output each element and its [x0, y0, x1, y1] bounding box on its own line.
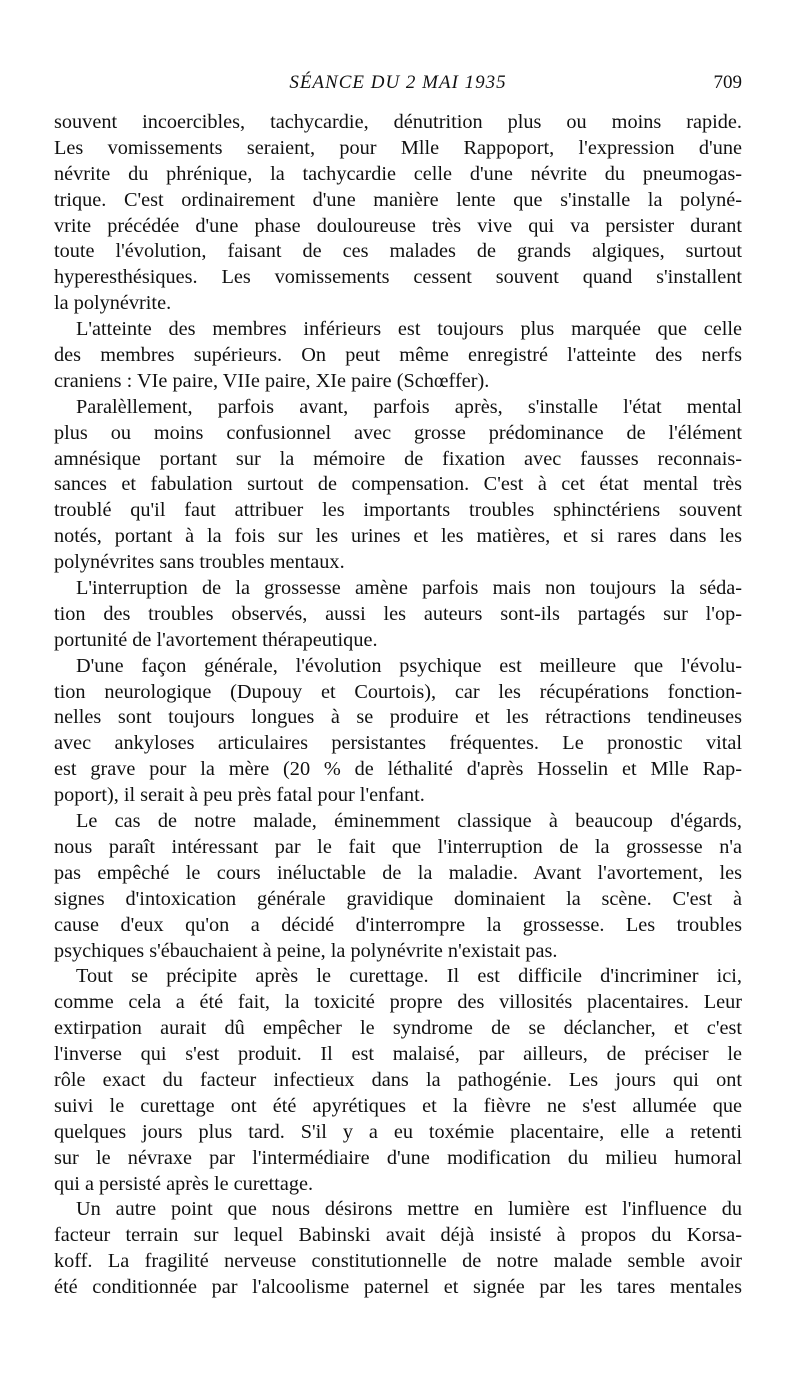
text-line: qui a persisté après le curettage.: [54, 1172, 314, 1195]
text-line: Paralèllement, parfois avant, parfois après, s'installe l'état mental: [76, 395, 742, 418]
text-line: sur le névraxe par l'intermédiaire d'une modification du milieu humoral: [54, 1146, 742, 1169]
text-line: nelles sont toujours longues à se produire et les rétractions tendineuses: [54, 706, 742, 729]
text-line: plus ou moins confusionnel avec grosse prédominance de l'élément: [54, 421, 742, 444]
text-line: vrite précédée d'une phase douloureuse très vive qui va persister durant: [54, 214, 742, 237]
text-line: suivi le curettage ont été apyrétiques et la fièvre ne s'est allumée que: [54, 1094, 742, 1117]
text-line: trique. C'est ordinairement d'une manière lente que s'installe la polyné-: [54, 188, 742, 211]
text-line: quelques jours plus tard. S'il y a eu toxémie placentaire, elle a retenti: [54, 1120, 742, 1143]
text-line: sances et fabulation surtout de compensation. C'est à cet état mental très: [54, 473, 742, 496]
page-header: [54, 72, 742, 102]
body-text: [54, 110, 742, 1301]
text-line: est grave pour la mère (20 % de léthalité d'après Hosselin et Mlle Rap-: [54, 758, 742, 781]
text-line: Le cas de notre malade, éminemment classique à beaucoup d'égards,: [76, 810, 742, 833]
text-line: Un autre point que nous désirons mettre en lumière est l'influence du: [76, 1198, 742, 1221]
text-line: été conditionnée par l'alcoolisme paternel et signée par les tares mentales: [54, 1276, 742, 1299]
text-line: L'interruption de la grossesse amène parfois mais non toujours la séda-: [76, 577, 742, 600]
text-line: souvent incoercibles, tachycardie, dénutrition plus ou moins rapide.: [54, 111, 742, 133]
text-line: toute l'évolution, faisant de ces malades de grands algiques, surtout: [54, 240, 742, 263]
text-line: amnésique portant sur la mémoire de fixation avec fausses reconnais-: [54, 447, 742, 470]
text-line: avec ankyloses articulaires persistantes fréquentes. Le pronostic vital: [54, 732, 742, 755]
text-line: comme cela a été fait, la toxicité propre des villosités placentaires. Leur: [54, 991, 742, 1014]
text-line: l'inverse qui s'est produit. Il est malaisé, par ailleurs, de préciser le: [54, 1043, 742, 1066]
text-line: tion des troubles observés, aussi les auteurs sont-ils partagés sur l'op-: [54, 602, 742, 625]
text-line: troublé qu'il faut attribuer les importants troubles sphinctériens souvent: [54, 499, 742, 522]
text-line: craniens : VIe paire, VIIe paire, XIe paire (Schœffer).: [54, 369, 490, 392]
text-line: des membres supérieurs. On peut même enregistré l'atteinte des nerfs: [54, 344, 742, 367]
page-number: 709: [713, 72, 742, 93]
text-line: notés, portant à la fois sur les urines et les matières, et si rares dans les: [54, 525, 742, 548]
text-line: hyperesthésiques. Les vomissements cessent souvent quand s'installent: [54, 266, 742, 289]
text-line: signes d'intoxication générale gravidique dominaient la scène. C'est à: [54, 887, 742, 910]
text-line: D'une façon générale, l'évolution psychique est meilleure que l'évolu-: [76, 654, 742, 677]
text-line: facteur terrain sur lequel Babinski avait déjà insisté à propos du Korsa-: [54, 1224, 742, 1247]
text-line: névrite du phrénique, la tachycardie celle d'une névrite du pneumogas-: [54, 162, 742, 185]
text-line: koff. La fragilité nerveuse constitutionnelle de notre malade semble avoir: [54, 1250, 742, 1273]
running-title: SÉANCE DU 2 MAI 1935: [289, 72, 507, 93]
text-line: extirpation aurait dû empêcher le syndrome de se déclancher, et c'est: [54, 1017, 742, 1040]
text-line: Tout se précipite après le curettage. Il est difficile d'incriminer ici,: [76, 965, 742, 988]
text-line: L'atteinte des membres inférieurs est toujours plus marquée que celle: [76, 318, 742, 341]
text-line: la polynévrite.: [54, 292, 172, 315]
text-line: tion neurologique (Dupouy et Courtois), car les récupérations fonction-: [54, 680, 742, 703]
text-line: polynévrites sans troubles mentaux.: [54, 551, 345, 574]
text-line: Les vomissements seraient, pour Mlle Rappoport, l'expression d'une: [54, 136, 742, 159]
text-line: poport), il serait à peu près fatal pour l'enfant.: [54, 784, 425, 807]
text-line: rôle exact du facteur infectieux dans la pathogénie. Les jours qui ont: [54, 1068, 742, 1091]
text-line: portunité de l'avortement thérapeutique.: [54, 628, 378, 651]
text-line: cause d'eux qu'on a décidé d'interrompre la grossesse. Les troubles: [54, 913, 742, 936]
text-line: psychiques s'ébauchaient à peine, la polynévrite n'existait pas.: [54, 939, 558, 962]
text-line: nous paraît intéressant par le fait que l'interruption de la grossesse n'a: [54, 835, 742, 858]
text-line: pas empêché le cours inéluctable de la maladie. Avant l'avortement, les: [54, 861, 742, 884]
